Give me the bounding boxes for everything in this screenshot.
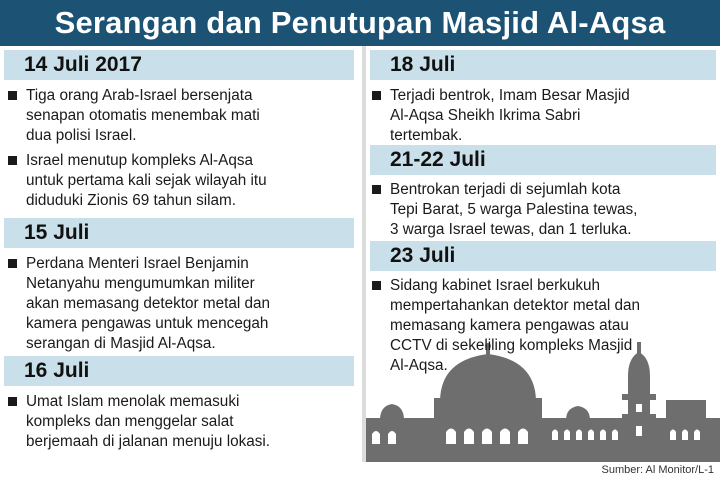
entry-23-juli-1 xyxy=(372,276,716,378)
entry-text: Perdana Menteri Israel Benjamin Netanyahu mengumumkan militer akan memasang detektor metal dan kamera pengawas untuk mencegah serangan di Masjid Al-Aqsa. xyxy=(26,255,271,352)
entry-text: Bentrokan terjadi di sejumlah kota Tepi Barat, 5 warga Palestina tewas, 3 warga Israel tewas, dan 1 terluka. xyxy=(390,181,638,238)
date-header-15-juli: 15 Juli xyxy=(4,218,354,248)
date-header-21-22-juli: 21-22 Juli xyxy=(370,145,716,175)
entry-14-juli-2 xyxy=(8,151,358,213)
bullet-icon xyxy=(372,91,381,100)
entry-16-juli-1 xyxy=(8,392,358,454)
entry-15-juli-1 xyxy=(8,254,358,354)
entry-text: Tiga orang Arab-Israel bersenjata senapan otomatis menembak mati dua polisi Israel. xyxy=(26,87,260,144)
date-header-14-juli-2017: 14 Juli 2017 xyxy=(4,50,354,80)
source-credit: Sumber: Al Monitor/L-1 xyxy=(601,464,714,476)
entry-text: Israel menutup kompleks Al-Aqsa untuk pertama kali sejak wilayah itu diduduki Zionis 69 tahun silam. xyxy=(26,152,267,209)
bullet-icon xyxy=(8,91,17,100)
date-header-23-juli: 23 Juli xyxy=(370,241,716,271)
entry-text: Umat Islam menolak memasuki kompleks dan menggelar salat berjemaah di jalanan menuju lokasi. xyxy=(26,393,271,450)
bullet-icon xyxy=(372,185,381,194)
entry-21-22-juli-1 xyxy=(372,180,716,242)
entry-text: Terjadi bentrok, Imam Besar Masjid Al-Aqsa Sheikh Ikrima Sabri tertembak. xyxy=(390,87,630,144)
bullet-icon xyxy=(8,397,17,406)
page-title: Serangan dan Penutupan Masjid Al-Aqsa xyxy=(0,0,720,46)
date-header-18-juli: 18 Juli xyxy=(370,50,716,80)
entry-14-juli-1 xyxy=(8,86,358,148)
entry-18-juli-1 xyxy=(372,86,716,148)
bullet-icon xyxy=(8,259,17,268)
bullet-icon xyxy=(8,156,17,165)
bullet-icon xyxy=(372,281,381,290)
date-header-16-juli: 16 Juli xyxy=(4,356,354,386)
entry-text: Sidang kabinet Israel berkukuh mempertahankan detektor metal dan memasang kamera pengawas atau CCTV di sekeliling kompleks Masjid Al-Aqsa. xyxy=(390,277,640,374)
